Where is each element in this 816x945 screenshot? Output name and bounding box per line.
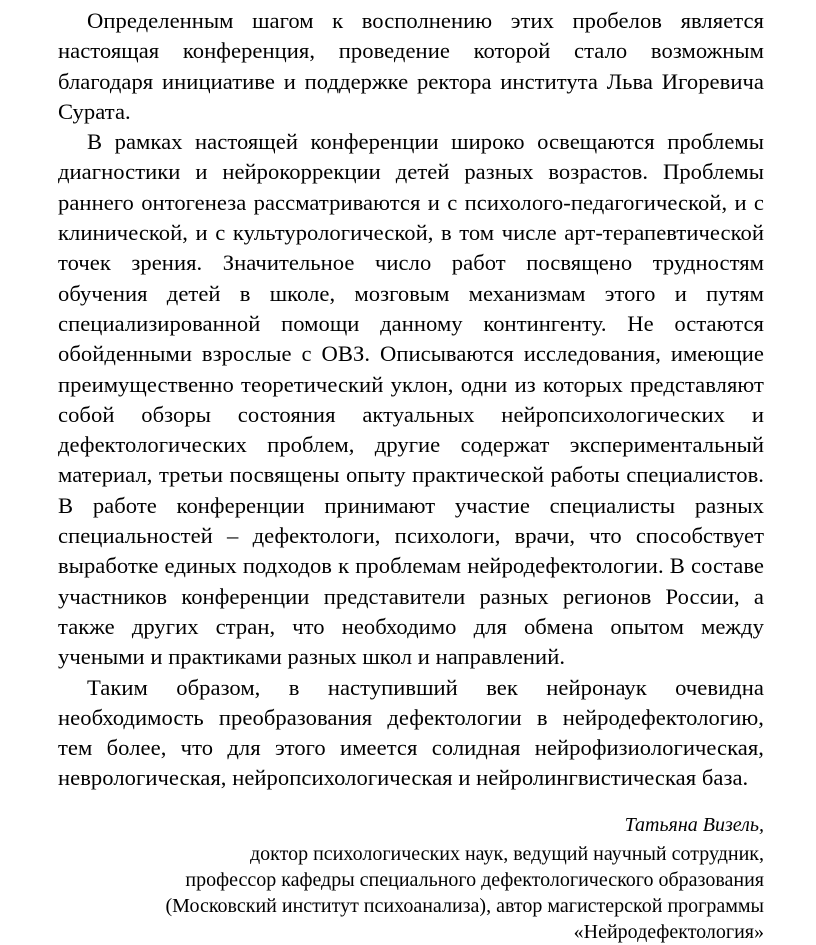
paragraph-1: Определенным шагом к восполнению этих пробелов является настоящая конференция, проведение которой стало возможным благодаря инициативе и поддержке ректора института Льва Игоревича Сурата.: [58, 8, 764, 124]
paragraph-3: Таким образом, в наступивший век нейронаук очевидна необходимость преобразования дефектологии в нейродефектологию, тем более, что для этого имеется солидная нейрофизиологическая, неврологическая, нейропсихологическая и нейролингвистическая база.: [58, 674, 764, 791]
author-title-line-4: «Нейродефектология»: [573, 920, 764, 943]
body-text: [58, 6, 764, 794]
paragraph-2: В рамках настоящей конференции широко освещаются проблемы диагностики и нейрокоррекции детей разных возрастов. Проблемы раннего онтогенеза рассматриваются и с психолого-педагогической, и с клинической, и с культурологической, в том числе арт-терапевтической точек зрения. Значительное число работ посвящено трудностям обучения детей в школе, мозговым механизмам этого и путям специализированной помощи данному контингенту. Не остаются обойденными взрослые с ОВЗ. Описываются исследования, имеющие преимущественно теоретический уклон, одни из которых представляют собой обзоры состояния актуальных нейропсихологических и дефектологических проблем, другие содержат экспериментальный материал, третьи посвящены опыту практической работы специалистов. В работе конференции принимают участие специалисты разных специальностей – дефектологи, психологи, врачи, что способствует выработке единых подходов к проблемам нейродефектологии. В составе участников конференции представители разных регионов России, а также других стран, что необходимо для обмена опытом между учеными и практиками разных школ и направлений.: [58, 129, 764, 670]
author-name: Татьяна Визель,: [624, 813, 764, 836]
author-title-line-2: профессор кафедры специального дефектологического образования: [185, 868, 764, 891]
author-title-line-1: доктор психологических наук, ведущий научный сотрудник,: [249, 842, 764, 865]
author-title-line-3: (Московский институт психоанализа), автор магистерской программы: [165, 894, 764, 917]
signature-block: [58, 812, 764, 945]
